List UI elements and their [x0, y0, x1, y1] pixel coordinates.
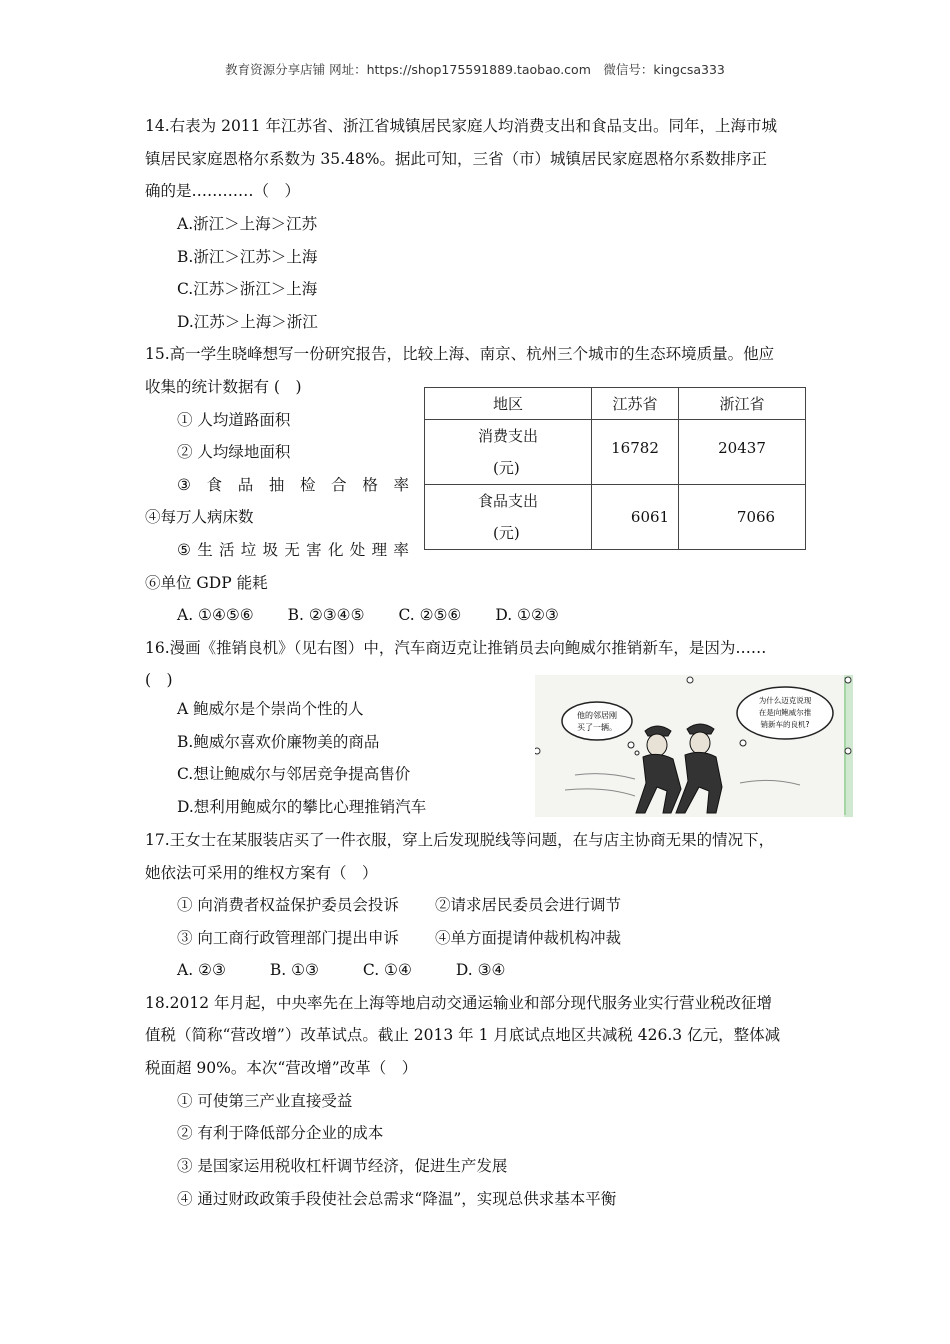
bubble1-line2: 买了一辆。	[577, 723, 617, 732]
table-header-jiangsu: 江苏省	[592, 388, 679, 420]
q16-stem-line2: ( )	[145, 671, 173, 689]
q16-option-d: D.想利用鲍威尔的攀比心理推销汽车	[177, 798, 427, 816]
table-header-region: 地区	[425, 388, 592, 420]
q17-item-3: ③ 向工商行政管理部门提出申诉	[177, 929, 399, 947]
q14-option-c: C.江苏＞浙江＞上海	[177, 280, 318, 298]
q15-item-5: ⑤ 生 活 垃 圾 无 害 化 处 理 率	[177, 541, 409, 559]
q17-item-4: ④单方面提请仲裁机构冲裁	[434, 929, 621, 947]
q14-stem-line3: 确的是…………（ ）	[145, 182, 301, 200]
q15-item-4: ④每万人病床数	[145, 508, 254, 526]
q18-stem-line1: 18.2012 年月起，中央率先在上海等地启动交通运输业和部分现代服务业实行营业税改征增	[145, 994, 773, 1012]
q15-option-a: A. ①④⑤⑥	[177, 606, 254, 624]
table-cell: 16782	[592, 420, 679, 485]
q16-option-a: A 鲍威尔是个崇尚个性的人	[177, 700, 364, 718]
cartoon-drawing	[535, 675, 853, 817]
q15-item-2: ② 人均绿地面积	[177, 443, 291, 461]
q17-item-2: ②请求居民委员会进行调节	[434, 896, 621, 914]
q18-stem-line2: 值税（简称“营改增”）改革试点。截止 2013 年 1 月底试点地区共减税 426.3 亿元，整体减	[145, 1026, 781, 1044]
q15-stem-line1: 15.高一学生晓峰想写一份研究报告，比较上海、南京、杭州三个城市的生态环境质量。他应	[145, 345, 775, 363]
q14-option-b: B.浙江＞江苏＞上海	[177, 248, 318, 266]
q17-option-d: D. ③④	[455, 961, 506, 979]
q15-options	[177, 605, 559, 625]
q17-item-row1	[177, 895, 621, 915]
q14-option-a: A.浙江＞上海＞江苏	[177, 215, 318, 233]
q16-option-c: C.想让鲍威尔与邻居竞争提高售价	[177, 765, 411, 783]
q18-item-1: ① 可使第三产业直接受益	[177, 1092, 353, 1110]
q16-option-b: B.鲍威尔喜欢价廉物美的商品	[177, 733, 380, 751]
q18-item-3: ③ 是国家运用税收杠杆调节经济，促进生产发展	[177, 1157, 508, 1175]
q17-options	[177, 960, 505, 980]
q17-option-c: C. ①④	[362, 961, 412, 979]
q17-item-1: ① 向消费者权益保护委员会投诉	[177, 896, 399, 914]
q17-item-row2	[177, 928, 621, 948]
bubble2-line2: 在是向鲍威尔推	[758, 708, 812, 717]
q15-option-c: C. ②⑤⑥	[398, 606, 462, 624]
q15-item-3: ③ 食 品 抽 检 合 格 率	[177, 476, 409, 494]
page-header: 教育资源分享店铺 网址：https://shop175591889.taobao.com 微信号：kingcsa333	[225, 62, 725, 77]
q15-option-b: B. ②③④⑤	[287, 606, 365, 624]
table-header-zhejiang: 浙江省	[679, 388, 806, 420]
q15-stem-line2: 收集的统计数据有 ( )	[145, 378, 302, 396]
cartoon-image	[535, 675, 853, 817]
bubble2-line3: 销新车的良机?	[760, 720, 810, 729]
table-row-label-consumption: 消费支出 (元)	[425, 420, 592, 485]
consumption-table	[424, 387, 806, 550]
table-row-label-food: 食品支出 (元)	[425, 485, 592, 550]
q14-stem-line2: 镇居民家庭恩格尔系数为 35.48%。据此可知，三省（市）城镇居民家庭恩格尔系数排序正	[145, 150, 768, 168]
q15-item-1: ① 人均道路面积	[177, 411, 291, 429]
q17-option-a: A. ②③	[177, 961, 226, 979]
q17-stem-line1: 17.王女士在某服装店买了一件衣服，穿上后发现脱线等问题，在与店主协商无果的情况下，	[145, 831, 775, 849]
q17-stem-line2: 她依法可采用的维权方案有（ ）	[145, 864, 378, 882]
q15-item-6: ⑥单位 GDP 能耗	[145, 574, 268, 592]
q14-option-d: D.江苏＞上海＞浙江	[177, 313, 318, 331]
q14-stem-line1: 14.右表为 2011 年江苏省、浙江省城镇居民家庭人均消费支出和食品支出。同年，上海市城	[145, 117, 777, 135]
q18-stem-line3: 税面超 90%。本次“营改增”改革（ ）	[145, 1059, 418, 1077]
table-cell: 20437	[679, 420, 806, 485]
q18-item-4: ④ 通过财政政策手段使社会总需求“降温”，实现总供求基本平衡	[177, 1190, 617, 1208]
q17-option-b: B. ①③	[269, 961, 319, 979]
q18-item-2: ② 有利于降低部分企业的成本	[177, 1124, 384, 1142]
q16-stem-line1: 16.漫画《推销良机》（见右图）中，汽车商迈克让推销员去向鲍威尔推销新车，是因为……	[145, 639, 767, 657]
bubble2-line1: 为什么迈克说现	[758, 696, 812, 705]
q15-option-d: D. ①②③	[495, 606, 559, 624]
table-cell: 6061	[592, 485, 679, 550]
bubble1-line1: 他的邻居刚	[577, 711, 617, 720]
table-cell: 7066	[679, 485, 806, 550]
